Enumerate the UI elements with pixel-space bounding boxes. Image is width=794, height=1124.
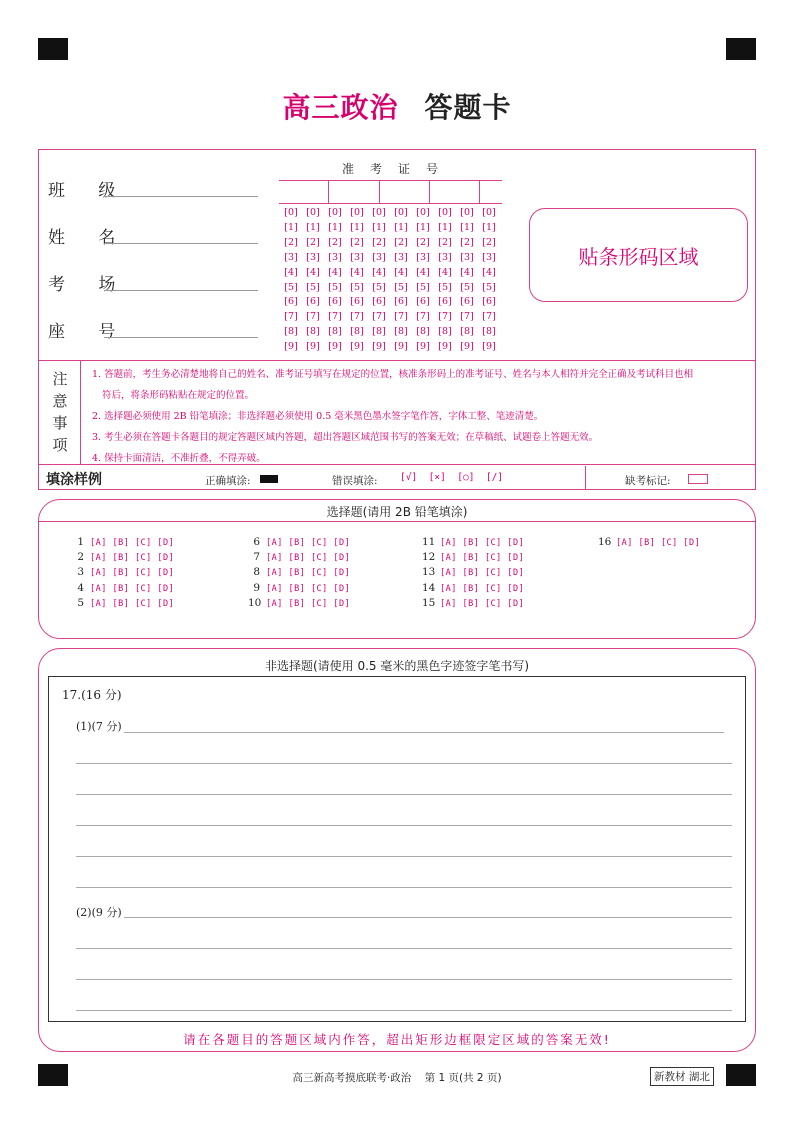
writing-line[interactable] [76, 794, 732, 795]
absent-label: 缺考标记: [625, 475, 671, 487]
question-17-label: 17.(16 分) [62, 688, 122, 702]
digit-column[interactable]: [0] [1] [2] [3] [4] [5] [6] [7] [8] [9] [482, 207, 496, 353]
writing-line[interactable] [76, 856, 732, 857]
choice-question[interactable]: 6 [A] [B] [C] [D] [253, 536, 351, 548]
field-seat-label: 座 号 [48, 322, 130, 342]
divider [80, 360, 81, 464]
digit-column[interactable]: [0] [1] [2] [3] [4] [5] [6] [7] [8] [9] [284, 207, 298, 353]
part-2-label: (2)(9 分) [76, 906, 122, 919]
divider [38, 521, 756, 522]
sample-label: 填涂样例 [46, 472, 102, 488]
choice-column [598, 535, 700, 550]
page-title [0, 86, 794, 126]
answer-box-17[interactable] [48, 676, 746, 1022]
field-seat-line[interactable] [104, 336, 258, 338]
admission-digit-grid[interactable] [280, 206, 500, 355]
writing-line[interactable] [124, 732, 724, 733]
choice-question[interactable]: 9 [A] [B] [C] [D] [253, 581, 351, 594]
wrong-mark-check: [√] [400, 472, 418, 483]
wrong-fill-examples [400, 472, 503, 483]
choice-question[interactable]: 10 [A] [B] [C] [D] [248, 596, 351, 609]
choice-question[interactable]: 5 [A] [B] [C] [D] [77, 596, 175, 609]
digit-column[interactable]: [0] [1] [2] [3] [4] [5] [6] [7] [8] [9] [328, 207, 342, 353]
choice-question[interactable]: 13 [A] [B] [C] [D] [422, 566, 525, 579]
writing-line[interactable] [76, 887, 732, 888]
field-class-line[interactable] [104, 195, 258, 197]
part-1-label: (1)(7 分) [76, 720, 122, 733]
writing-line[interactable] [76, 948, 732, 949]
divider [585, 466, 586, 490]
wrong-mark-circle: [○] [457, 472, 475, 483]
notes-label: 注 意 事 项 [52, 370, 68, 454]
choice-question[interactable]: 15 [A] [B] [C] [D] [422, 596, 525, 609]
choice-question[interactable]: 8 [A] [B] [C] [D] [253, 566, 351, 579]
note-item: 符后，将条形码粘贴在规定的位置。 [102, 390, 255, 401]
choice-column [248, 535, 350, 611]
note-item: 3. 考生必须在答题卡各题目的规定答题区域内答题，超出答题区域范围书写的答案无效；在草稿纸、试题卷上答题无效。 [92, 432, 599, 443]
writing-line[interactable] [76, 763, 732, 764]
choice-column [422, 535, 524, 611]
nonchoice-title: 非选择题(请使用 0.5 毫米的黑色字迹签字笔书写) [264, 659, 530, 673]
digit-column[interactable]: [0] [1] [2] [3] [4] [5] [6] [7] [8] [9] [350, 207, 364, 353]
digit-column[interactable]: [0] [1] [2] [3] [4] [5] [6] [7] [8] [9] [394, 207, 408, 353]
choice-question[interactable]: 14 [A] [B] [C] [D] [422, 581, 525, 594]
writing-line[interactable] [124, 917, 732, 918]
footer-page-info: 高三新高考摸底联考·政治 第 1 页(共 2 页) [292, 1072, 502, 1084]
corner-mark-top-left [38, 38, 68, 60]
note-item: 1. 答题前，考生务必清楚地将自己的姓名、准考证号填写在规定的位置，核准条形码上的准考证号、姓名与本人相符并完全正确及考试科目也相 [92, 369, 694, 380]
wrong-fill-label: 错误填涂: [332, 475, 378, 487]
title-subject: 高三政治 [282, 91, 399, 124]
choice-question[interactable]: 11 [A] [B] [C] [D] [422, 536, 525, 548]
digit-column[interactable]: [0] [1] [2] [3] [4] [5] [6] [7] [8] [9] [306, 207, 320, 353]
note-item: 4. 保持卡面清洁，不准折叠，不得弄破。 [92, 453, 266, 464]
title-card: 答题卡 [424, 91, 512, 124]
digit-column[interactable]: [0] [1] [2] [3] [4] [5] [6] [7] [8] [9] [438, 207, 452, 353]
correct-fill-example [260, 475, 278, 483]
field-room-label: 考 场 [48, 275, 130, 295]
divider [38, 464, 756, 465]
choice-question[interactable]: 7 [A] [B] [C] [D] [253, 551, 351, 564]
writing-line[interactable] [76, 825, 732, 826]
choice-question[interactable]: 2 [A] [B] [C] [D] [77, 551, 175, 564]
digit-column[interactable]: [0] [1] [2] [3] [4] [5] [6] [7] [8] [9] [372, 207, 386, 353]
wrong-mark-cross: [×] [428, 472, 446, 483]
field-class-label: 班 级 [48, 181, 130, 201]
absent-mark-box[interactable] [688, 474, 708, 484]
choice-question[interactable]: 12 [A] [B] [C] [D] [422, 551, 525, 564]
writing-line[interactable] [76, 979, 732, 980]
admission-number-title: 准考证号 [342, 162, 455, 176]
wrong-mark-slash: [/] [485, 472, 504, 483]
admission-number-boxes[interactable] [279, 180, 502, 204]
note-item: 2. 选择题必须使用 2B 铅笔填涂；非选择题必须使用 0.5 毫米黑色墨水签字笔作答，字体工整、笔迹清楚。 [92, 411, 544, 422]
barcode-label: 贴条形码区域 [578, 245, 699, 269]
choice-title: 选择题(请用 2B 铅笔填涂) [326, 505, 468, 519]
footer-badge: 新教材 湖北 [650, 1067, 714, 1086]
field-name-line[interactable] [104, 242, 258, 244]
correct-fill-label: 正确填涂: [205, 475, 251, 487]
field-room-line[interactable] [104, 289, 258, 291]
corner-mark-top-right [726, 38, 756, 60]
digit-column[interactable]: [0] [1] [2] [3] [4] [5] [6] [7] [8] [9] [416, 207, 430, 353]
choice-question[interactable]: 4 [A] [B] [C] [D] [77, 581, 175, 594]
divider [38, 360, 756, 361]
digit-column[interactable]: [0] [1] [2] [3] [4] [5] [6] [7] [8] [9] [460, 207, 474, 353]
choice-question[interactable]: 3 [A] [B] [C] [D] [77, 566, 175, 579]
notes-list [92, 364, 752, 469]
choice-column [72, 535, 174, 611]
answer-warning: 请在各题目的答题区域内作答，超出矩形边框限定区域的答案无效! [183, 1032, 611, 1047]
field-name-label: 姓 名 [48, 228, 130, 248]
choice-question[interactable]: 1 [A] [B] [C] [D] [77, 536, 175, 548]
barcode-area[interactable] [529, 208, 748, 302]
writing-line[interactable] [76, 1010, 732, 1011]
choice-question[interactable]: 16 [A] [B] [C] [D] [598, 536, 701, 548]
